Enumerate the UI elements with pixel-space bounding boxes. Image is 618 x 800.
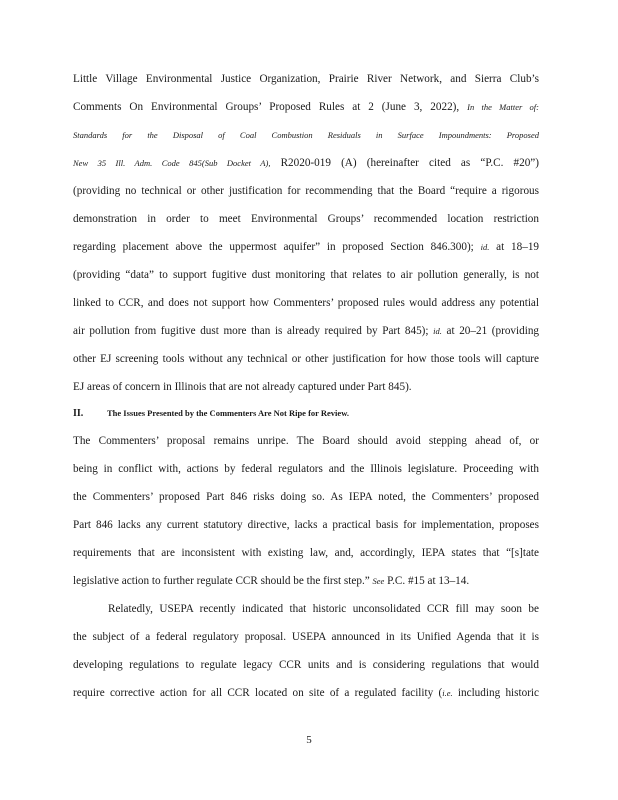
body-line: air pollution from fugitive dust more than is already required by Part 845); id. at 20–21 (providing [73, 325, 540, 337]
body-line: requirements that are inconsistent with existing law, and, accordingly, IEPA states that “[s]tate [73, 547, 539, 559]
body-line: require corrective action for all CCR located on site of a regulated facility (i.e. including historic [73, 687, 539, 699]
case-caption-italic: In the Matter of: [467, 102, 540, 112]
body-line: (providing “data” to support fugitive dust monitoring that relates to air pollution generally, is not [73, 269, 539, 281]
body-line: developing regulations to regulate legacy CCR units and is considering regulations that would [73, 659, 539, 671]
body-line: regarding placement above the uppermost aquifer” in proposed Section 846.300); id. at 18–19 [73, 241, 540, 253]
section-title: The Issues Presented by the Commenters Are Not Ripe for Review. [107, 408, 349, 418]
body-line: Little Village Environmental Justice Organization, Prairie River Network, and Sierra Club’s [73, 73, 539, 85]
body-line: EJ areas of concern in Illinois that are not already captured under Part 845). [73, 381, 412, 393]
body-line: linked to CCR, and does not support how Commenters’ proposed rules would address any potential [73, 297, 539, 309]
body-line: the subject of a federal regulatory proposal. USEPA announced in its Unified Agenda that it is [73, 631, 539, 643]
section-number: II. [73, 408, 84, 419]
page-number: 5 [306, 734, 312, 746]
body-line: Part 846 lacks any current statutory directive, lacks a practical basis for implementation, proposes [73, 519, 539, 531]
body-line: Relatedly, USEPA recently indicated that historic unconsolidated CCR fill may soon be [108, 603, 539, 615]
body-line: being in conflict with, actions by federal regulators and the Illinois legislature. Proceeding with [73, 463, 539, 475]
body-line: Comments On Environmental Groups’ Proposed Rules at 2 (June 3, 2022), In the Matter of: [73, 101, 540, 113]
body-line: The Commenters’ proposal remains unripe. The Board should avoid stepping ahead of, or [73, 435, 539, 447]
body-line: the Commenters’ proposed Part 846 risks doing so. As IEPA noted, the Commenters’ proposed [73, 491, 539, 503]
body-line: legislative action to further regulate CCR should be the first step.” See P.C. #15 at 13–14. [73, 575, 470, 587]
body-line: (providing no technical or other justification for recommending that the Board “require a rigorous [73, 185, 539, 197]
section-heading [73, 406, 539, 421]
body-line: New 35 Ill. Adm. Code 845(Sub Docket A), R2020-019 (A) (hereinafter cited as “P.C. #20”) [73, 157, 540, 169]
body-line-italic: Standards for the Disposal of Coal Combustion Residuals in Surface Impoundments: Proposed [73, 130, 539, 140]
body-line: other EJ screening tools without any technical or other justification for how those tools will capture [73, 353, 539, 365]
body-line: demonstration in order to meet Environmental Groups’ recommended location restriction [73, 213, 539, 225]
